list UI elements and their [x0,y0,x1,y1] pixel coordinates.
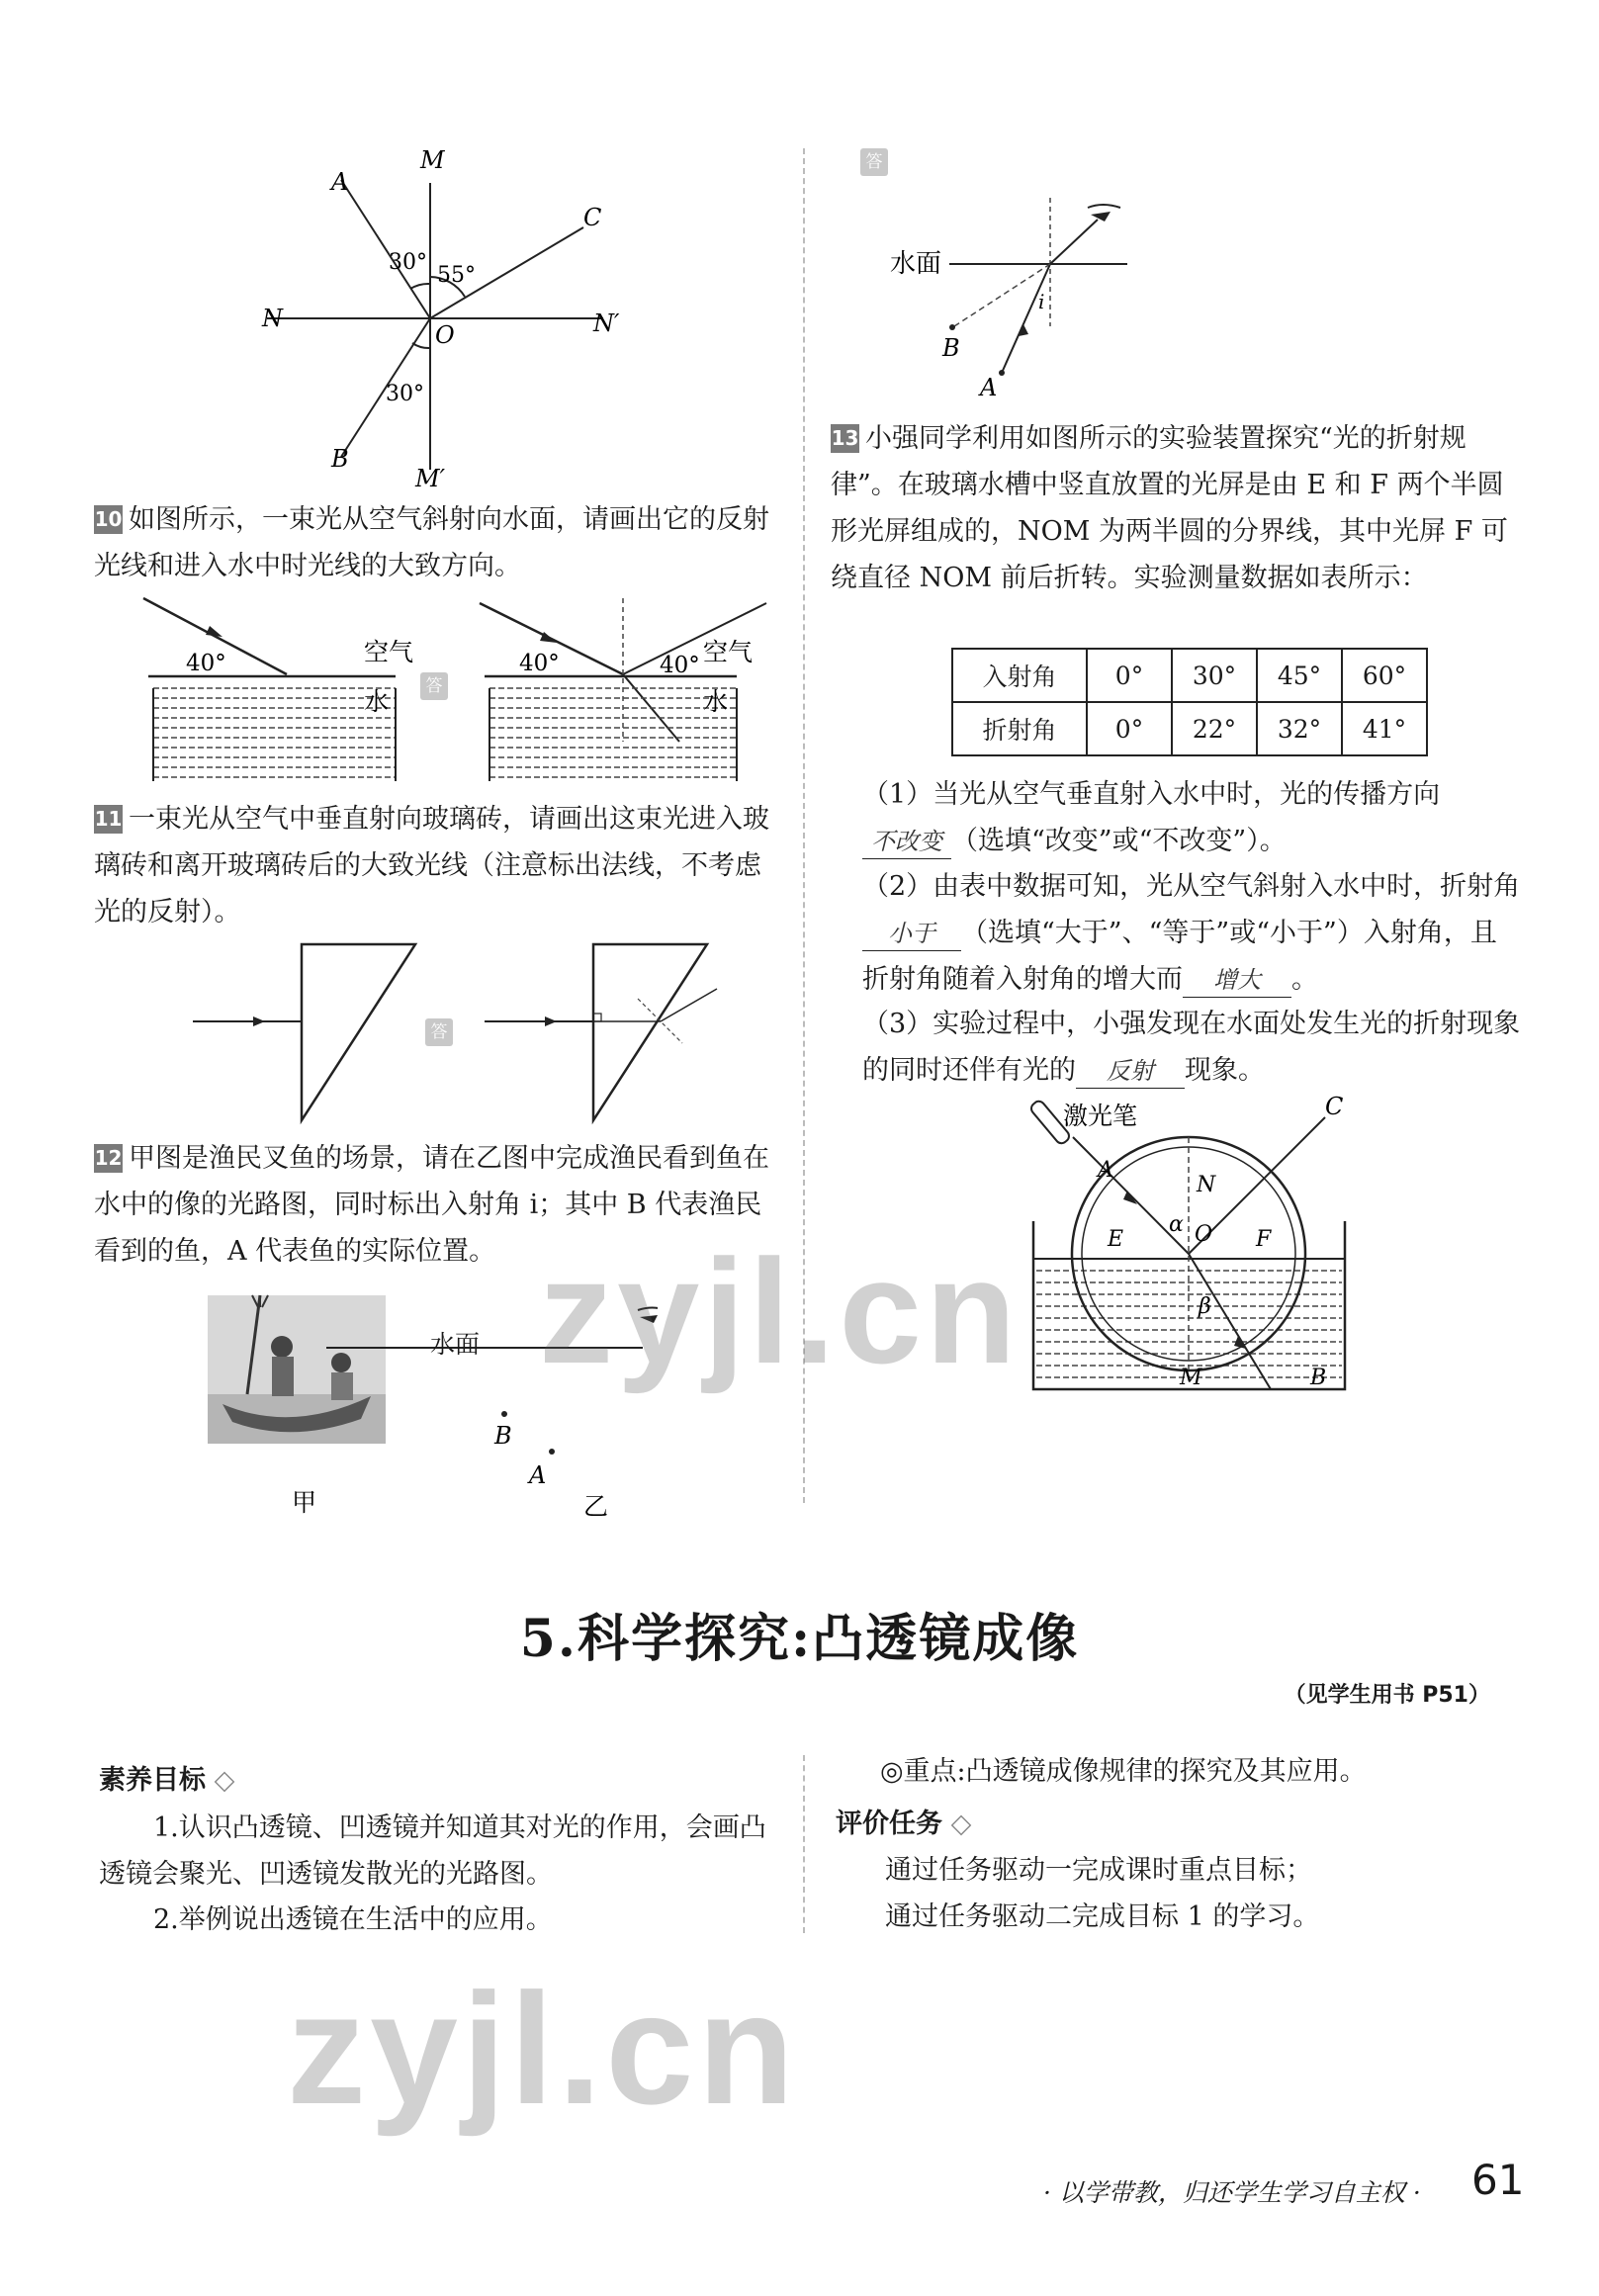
q13-part-2-text: （2）由表中数据可知，光从空气斜射入水中时，折射角 [862,871,1521,902]
q12-figures [193,1285,658,1523]
fig13-label-O: O [1195,1222,1213,1247]
label-C: C [583,204,602,231]
q12-label-A: A [529,1461,547,1489]
fig13-label-B: B [1310,1366,1327,1390]
question-number-badge: 11 [94,805,123,834]
angle-30-upper: 30° [389,250,427,275]
fisherman-illustration [208,1295,386,1444]
ray-AO [341,180,430,318]
table-cell: 22° [1172,702,1257,755]
question-11 [94,796,786,935]
question-11-text: 一束光从空气中垂直射向玻璃砖，请画出这束光进入玻璃砖和离开玻璃砖后的大致光线（注意标出法线，不考虑光的反射）。 [94,804,769,927]
goal-item-1: 1.认识凸透镜、凹透镜并知道其对光的作用，会画凸透镜会聚光、凹透镜发散光的光路图。 [99,1812,766,1890]
ans12-label-A: A [980,374,998,401]
task-item-2: 通过任务驱动二完成目标 1 的学习。 [885,1901,1320,1932]
ans12-label-i: i [1038,290,1045,313]
label-M: M [420,146,445,174]
table-cell: 32° [1257,702,1342,755]
q12-surface-label: 水面 [430,1330,481,1359]
tasks-heading-text: 评价任务 [836,1809,942,1839]
question-13 [831,415,1523,601]
q13-part-3-text: （3）实验过程中，小强发现在水面处发生光的折射现象的同时还伴有光的 [862,1009,1521,1086]
q13-answer-blank-2[interactable]: 小于 [862,917,961,951]
question-number-badge: 12 [94,1144,123,1173]
question-12-text: 甲图是渔民叉鱼的场景，请在乙图中完成渔民看到鱼在水中的像的光路图，同时标出入射角 i；其中 B 代表渔民看到的鱼，A 代表鱼的实际位置。 [94,1143,769,1267]
ans12-surface-label: 水面 [890,249,942,279]
q13-answer-blank-1[interactable]: 不改变 [862,825,951,859]
ans12-label-B: B [942,334,960,362]
fig13-label-A: A [1098,1158,1113,1183]
answer-mark: 答 [860,148,888,176]
section-title: 5.科学探究:凸透镜成像 [519,1609,1080,1669]
fig13-label-M: M [1180,1366,1202,1390]
question-10-text: 如图所示，一束光从空气斜射向水面，请画出它的反射光线和进入水中时光线的大致方向。 [94,504,769,581]
q10-figure-question [138,593,435,786]
goals-heading [99,1758,234,1797]
fig13-label-C: C [1325,1093,1344,1120]
label-A: A [331,168,349,196]
page-number: 61 [1471,2156,1525,2204]
question-number-badge: 10 [94,505,123,534]
watermark-lower: zyjl.cn [287,1960,799,2137]
footer-motto: · 以学带教，归还学生学习自主权 · [1043,2178,1421,2207]
q13-answer-blank-3[interactable]: 增大 [1183,963,1291,998]
table-cell: 41° [1342,702,1427,755]
arc-30-upper [410,284,430,289]
arc-30-lower [412,343,430,348]
column-divider-lower [803,1755,805,1933]
q13-part-3-tail: 现象。 [1185,1055,1265,1086]
q13-part-2-tail: 。 [1291,964,1318,995]
fig13-label-beta: β [1199,1294,1211,1319]
goal-item-2: 2.举例说出透镜在生活中的应用。 [153,1904,553,1935]
angle-55: 55° [437,263,476,288]
q13-part-1-tail: （选填“改变”或“不改变”）。 [951,826,1287,856]
label-N-prime: N′ [593,309,620,337]
q10-air-label: 空气 [364,638,414,666]
q10-ans-angle-right: 40° [660,653,700,678]
q10-angle-label: 40° [186,651,226,676]
fig13-label-N: N [1197,1173,1216,1197]
q13-part-3 [862,1001,1523,1094]
q10-ans-angle-left: 40° [519,651,560,676]
q13-data-table [951,648,1428,756]
label-N: N [262,305,283,332]
q10-water-label: 水 [364,687,390,716]
q12-label-jia: 甲 [292,1488,317,1517]
q10-ans-air-label: 空气 [703,638,754,666]
table-cell: 45° [1257,649,1342,702]
watermark-upper: zyjl.cn [539,1228,1021,1394]
label-B: B [331,445,349,473]
table-cell: 折射角 [952,702,1087,755]
label-O: O [435,321,455,349]
angle-30-lower: 30° [386,382,424,406]
table-row [952,649,1427,702]
column-divider [803,148,805,1503]
tasks-heading [836,1802,971,1840]
q13-part-2-mid: （选填“大于”、“等于”或“小于”）入射角，且折射角随着入射角的增大而 [862,918,1497,995]
table-cell: 60° [1342,649,1427,702]
question-12 [94,1135,786,1275]
q12-answer-figure [885,198,1162,405]
goals-heading-text: 素养目标 [99,1765,206,1796]
table-cell: 30° [1172,649,1257,702]
fig13-label-alpha: α [1169,1212,1184,1237]
reflection-angle-figure [247,138,643,494]
question-number-badge: 13 [831,424,859,453]
fig13-label-E: E [1108,1227,1124,1252]
q13-apparatus-figure [1028,1093,1365,1399]
question-13-text: 小强同学利用如图所示的实验装置探究“光的折射规律”。在玻璃水槽中竖直放置的光屏是由 E 和 F 两个半圆形光屏组成的，NOM 为两半圆的分界线，其中光屏 F 可绕直径 NOM 前后折转。实验测量数据如表所示： [831,423,1508,593]
label-M-prime: M′ [415,465,446,492]
table-cell: 0° [1087,702,1172,755]
q12-label-B: B [494,1422,512,1450]
label-laser-pen: 激光笔 [1063,1102,1138,1130]
q11-figures [188,939,742,1132]
q13-part-2 [862,863,1523,1003]
question-10 [94,496,786,589]
q10-figure-answer [470,593,786,791]
task-item-1: 通过任务驱动一完成课时重点目标； [885,1855,1312,1886]
answer-mark: 答 [420,672,448,700]
focus-point: ◎重点:凸透镜成像规律的探究及其应用。 [880,1756,1367,1787]
q13-part-1 [862,771,1523,864]
answer-mark: 答 [425,1018,453,1046]
q13-part-1-text: （1）当光从空气垂直射入水中时，光的传播方向 [862,779,1441,810]
fig13-label-F: F [1256,1227,1272,1252]
table-cell: 0° [1087,649,1172,702]
diamond-arrow-icon: ◇ [942,1809,972,1839]
table-cell: 入射角 [952,649,1087,702]
q13-answer-blank-4[interactable]: 反射 [1076,1054,1185,1089]
q10-ans-water-label: 水 [703,687,729,716]
diamond-arrow-icon: ◇ [206,1765,235,1796]
student-book-reference: （见学生用书 P51） [1284,1683,1490,1708]
q12-label-yi: 乙 [583,1492,609,1521]
table-row [952,702,1427,755]
